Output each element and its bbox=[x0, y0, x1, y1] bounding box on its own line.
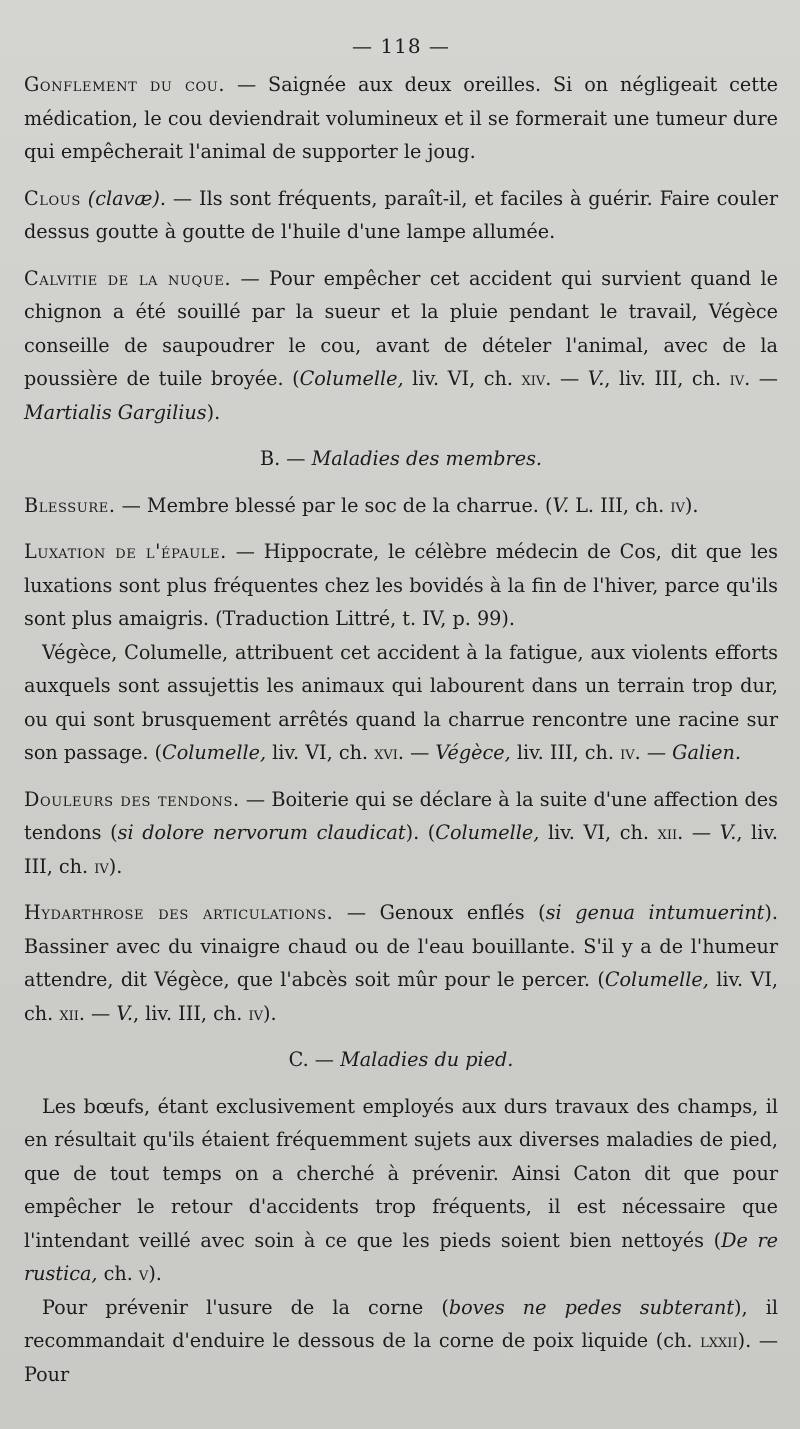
section-heading-b: B. — Maladies des membres. bbox=[259, 447, 543, 470]
entry-blessure: Blessure. — Membre blessé par le soc de la charrue. (V. L. III, ch. iv). bbox=[24, 493, 699, 517]
entry-heading: Luxation de l'épaule. bbox=[24, 540, 227, 563]
entry-clous: Clous (clavæ). — Ils sont fréquents, paraît-il, et faciles à guérir. Faire couler dessus goutte à goutte de l'huile d'une lampe allumée. bbox=[24, 186, 778, 243]
entry-heading: Clous bbox=[24, 186, 81, 210]
entry-calvitie-de-la-nuque: Calvitie de la nuque. — Pour empêcher cet accident qui survient quand le chignon a été souillé par la sueur et la pluie pendant le travail, Végèce conseille de saupoudrer le cou, avant de dételer l'animal, avec de la poussière de tuile broyée. (Columelle, liv. VI, ch. xiv. — V., liv. III, ch. iv. — Martialis Gargilius). bbox=[24, 266, 778, 424]
paragraph-les-boeufs: Les bœufs, étant exclusivement employés aux durs travaux des champs, il en résultait qu'ils étaient fréquemment sujets aux diverses maladies de pied, que de tout temps on a cherché à prévenir. Ainsi Caton dit que pour empêcher le retour d'accidents trop fréquents, il est nécessaire que l'intendant veillé avec soin à ce que les pieds soient bien nettoyés (De re rustica, ch. v). bbox=[24, 1094, 778, 1285]
entry-gonflement-du-cou: Gonflement du cou. — Saignée aux deux oreilles. Si on négligeait cette médication, le cou deviendrait volumineux et il se formerait une tumeur dure qui empêcherait l'animal de supporter le joug. bbox=[24, 73, 779, 163]
section-heading-c: C. — Maladies du pied. bbox=[288, 1048, 514, 1071]
paragraph-pour-prevenir: Pour prévenir l'usure de la corne (boves ne pedes subterant), il recommandait d'enduire le dessous de la corne de poix liquide (ch. lxxii). — Pour bbox=[24, 1295, 779, 1386]
entry-heading: Blessure. bbox=[24, 493, 116, 517]
entry-douleurs-des-tendons: Douleurs des tendons. — Boiterie qui se déclare à la suite d'une affection des tendons (si dolore nervorum claudicat). (Columelle, liv. VI, ch. xii. — V., liv. III, ch. iv). bbox=[24, 787, 778, 878]
entry-heading: Calvitie de la nuque. bbox=[24, 266, 232, 290]
entry-luxation-de-l-epaule: Luxation de l'épaule. — Hippocrate, le célèbre médecin de Cos, dit que les luxations sont plus fréquentes chez les bovidés à la fin de l'hiver, parce qu'ils sont plus amaigris. (Traduction Littré, t. IV, p. 99). bbox=[24, 540, 778, 630]
paragraph-vegece-columelle: Végèce, Columelle, attribuent cet accident à la fatigue, aux violents efforts auxquels sont assujettis les animaux qui labourent dans un terrain trop dur, ou qui sont brusquement arrêtés quand la charrue rencontre une racine sur son passage. (Columelle, liv. VI, ch. xvi. — Végèce, liv. III, ch. iv. — Galien. bbox=[24, 640, 778, 764]
page-number: — 118 — bbox=[352, 34, 450, 58]
entry-hydarthrose-des-articulations: Hydarthrose des articulations. — Genoux enflés (si genua intumuerint). Bassiner avec du vinaigre chaud ou de l'eau bouillante. S'il y a de l'humeur attendre, dit Végèce, que l'abcès soit mûr pour le percer. (Columelle, liv. VI, ch. xii. — V., liv. III, ch. iv). bbox=[24, 901, 779, 1025]
entry-heading: Douleurs des tendons. bbox=[24, 787, 240, 811]
entry-heading: Hydarthrose des articulations. bbox=[24, 901, 334, 924]
entry-heading: Gonflement du cou. bbox=[24, 73, 226, 96]
